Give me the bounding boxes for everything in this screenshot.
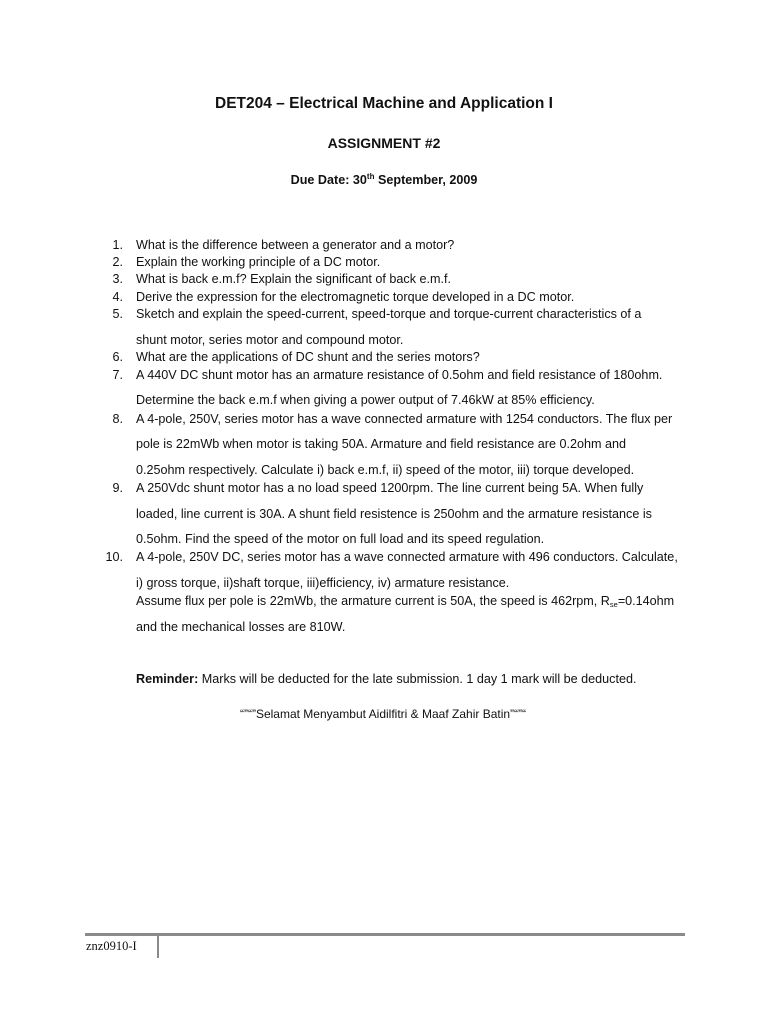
question-text: What are the applications of DC shunt and the series motors? <box>136 350 480 364</box>
due-date-prefix: Due Date: 30 <box>290 173 367 187</box>
reminder <box>136 671 636 687</box>
q10-subscript: se <box>609 600 618 609</box>
question-text: Determine the back e.m.f when giving a power output of 7.46kW at 85% efficiency. <box>136 393 595 407</box>
question-number: 1. <box>112 238 123 252</box>
question-text: pole is 22mWb when motor is taking 50A. Armature and field resistance are 0.2ohm and <box>136 437 627 451</box>
question-text: What is the difference between a generator and a motor? <box>136 238 455 252</box>
question-number: 7. <box>112 368 123 382</box>
question-text: A 250Vdc shunt motor has a no load speed 1200rpm. The line current being 5A. When fully <box>136 481 644 495</box>
assignment-heading: ASSIGNMENT #2 <box>327 135 441 151</box>
question-text: Sketch and explain the speed-current, speed-torque and torque-current characteristics of a <box>136 307 642 321</box>
question-text: i) gross torque, ii)shaft torque, iii)efficiency, iv) armature resistance. <box>136 576 510 590</box>
question-text: What is back e.m.f? Explain the significant of back e.m.f. <box>136 272 451 286</box>
question-text: A 440V DC shunt motor has an armature resistance of 0.5ohm and field resistance of 180ohm. <box>136 368 663 382</box>
question-text: Derive the expression for the electromagnetic torque developed in a DC motor. <box>136 290 575 304</box>
question-text: A 4-pole, 250V DC, series motor has a wave connected armature with 496 conductors. Calculate, <box>136 550 678 564</box>
question-number: 2. <box>112 255 123 269</box>
due-date <box>0 172 768 188</box>
question-number: 10. <box>105 550 123 564</box>
footer-code: znz0910-I <box>86 939 137 953</box>
question-number: 3. <box>112 272 123 286</box>
question-text: 0.5ohm. Find the speed of the motor on full load and its speed regulation. <box>136 532 545 546</box>
footer-divider <box>85 933 685 936</box>
question-number: 5. <box>112 307 123 321</box>
question-text: shunt motor, series motor and compound motor. <box>136 333 404 347</box>
q10-line-pre: Assume flux per pole is 22mWb, the armature current is 50A, the speed is 462rpm, R <box>136 594 610 608</box>
question-text: A 4-pole, 250V, series motor has a wave connected armature with 1254 conductors. The flux per <box>136 412 673 426</box>
due-date-suffix: September, 2009 <box>374 173 478 187</box>
greeting: “”“”Selamat Menyambut Aidilfitri & Maaf Zahir Batin”“”“ <box>239 707 527 721</box>
question-number: 8. <box>112 412 123 426</box>
footer-divider-vertical <box>157 936 159 958</box>
question-text: and the mechanical losses are 810W. <box>136 620 346 634</box>
due-date-superscript: th <box>366 172 375 181</box>
document-title: DET204 – Electrical Machine and Application I <box>215 95 553 112</box>
question-text: loaded, line current is 30A. A shunt field resistence is 250ohm and the armature resistance is <box>136 507 652 521</box>
q10-line-post: =0.14ohm <box>617 594 675 608</box>
reminder-label: Reminder: <box>136 672 199 686</box>
question-text: Explain the working principle of a DC motor. <box>136 255 381 269</box>
reminder-text: Marks will be deducted for the late submission. 1 day 1 mark will be deducted. <box>198 672 637 686</box>
question-number: 4. <box>112 290 123 304</box>
question-text <box>136 593 674 613</box>
question-number: 9. <box>112 481 123 495</box>
question-text: 0.25ohm respectively. Calculate i) back e.m.f, ii) speed of the motor, iii) torque developed. <box>136 463 635 477</box>
question-number: 6. <box>112 350 123 364</box>
